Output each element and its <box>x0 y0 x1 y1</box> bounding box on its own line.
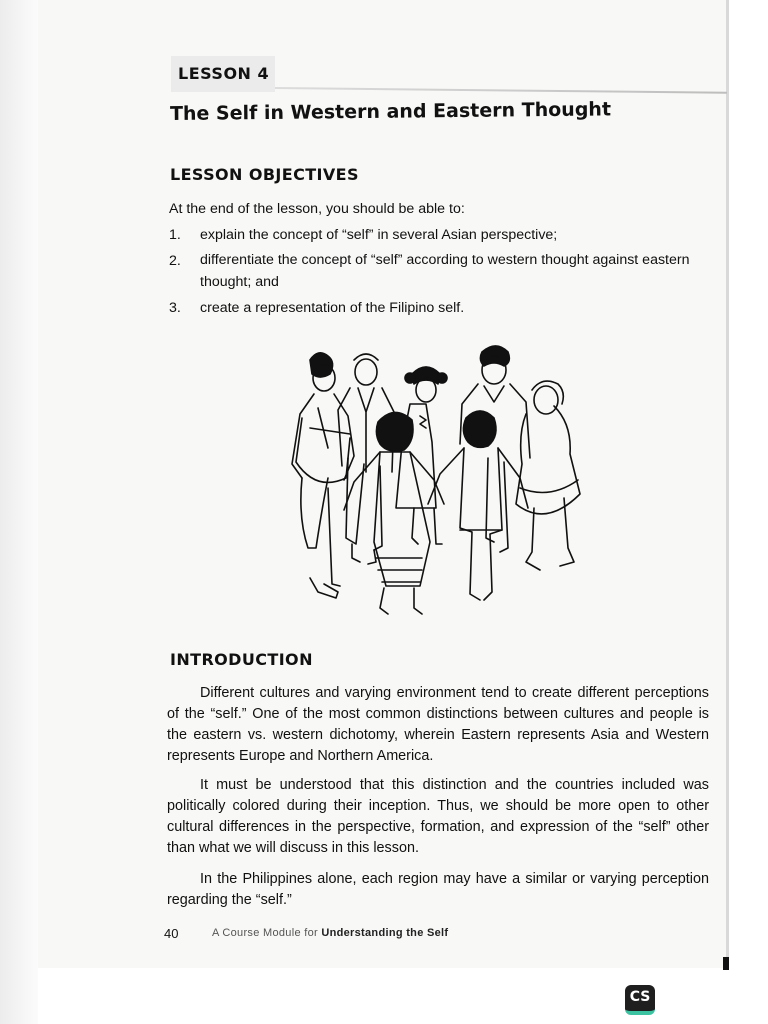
introduction-heading: INTRODUCTION <box>170 650 313 669</box>
intro-paragraph <box>167 683 709 767</box>
objective-text: create a representation of the Filipino self. <box>200 300 465 316</box>
objective-number: 2. <box>169 253 181 269</box>
page-edge-mark <box>723 957 729 970</box>
page-edge <box>726 0 729 960</box>
objective-text: differentiate the concept of “self” according to western thought against eastern <box>200 252 690 268</box>
intro-paragraph-text: It must be understood that this distinction and the countries included was politically colored during their inception. Thus, we should be more open to other cultural differences in the perspective, formation, and expression of the “self” other than what we will discuss in this lesson. <box>167 777 709 856</box>
intro-paragraph-text: In the Philippines alone, each region may have a similar or varying perception regarding the “self.” <box>167 871 709 908</box>
lesson-title: The Self in Western and Eastern Thought <box>169 98 612 125</box>
people-in-circle-illustration <box>288 338 608 638</box>
objective-text: explain the concept of “self” in several Asian perspective; <box>200 227 558 243</box>
footer-module-title <box>212 927 448 939</box>
camscanner-logo-icon: CS <box>625 985 655 1015</box>
figure-boy-curly <box>460 346 530 552</box>
intro-paragraph-text: Different cultures and varying environment tend to create different perceptions of the “self.” One of the most common distinctions between cultures and people is the eastern vs. western dichotomy, wherein Eastern represents Asia and Western represents Europe and Northern America. <box>167 685 709 764</box>
footer-prefix: A Course Module for <box>212 927 322 939</box>
figure-boy-front <box>428 411 528 600</box>
objective-number: 3. <box>169 300 181 316</box>
footer-course-title: Understanding the Self <box>321 927 449 939</box>
lesson-label: LESSON 4 <box>178 64 270 83</box>
objective-number: 1. <box>169 227 181 243</box>
objectives-heading: LESSON OBJECTIVES <box>170 165 359 184</box>
figure-eskimo-right <box>516 381 580 570</box>
figure-man-suit <box>338 354 394 564</box>
objective-text-continued: thought; and <box>200 274 279 290</box>
figure-woman-left <box>292 353 354 598</box>
objectives-intro: At the end of the lesson, you should be able to: <box>169 201 465 217</box>
page-number: 40 <box>164 926 179 941</box>
scan-left-shadow <box>0 0 38 1024</box>
intro-paragraph <box>167 869 709 911</box>
intro-paragraph <box>167 775 709 859</box>
figure-girl-center <box>396 367 447 544</box>
